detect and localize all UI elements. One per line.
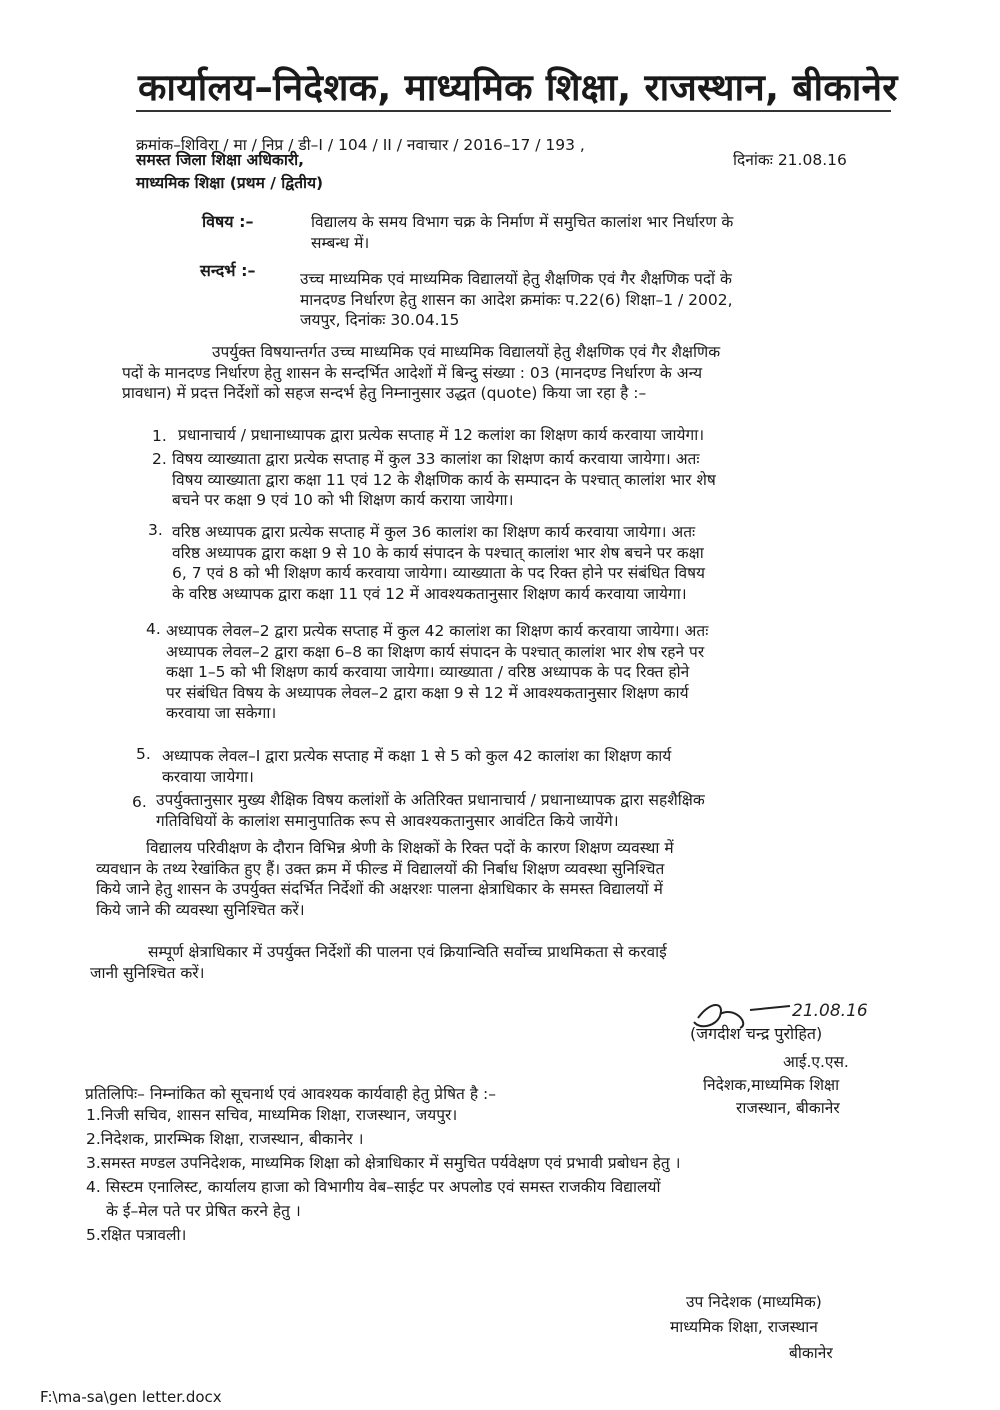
point-line: अध्यापक लेवल–2 द्वारा कक्षा 6–8 का शिक्षण कार्य संपादन के पश्चात् कालांश भार शेष रहने पर — [166, 642, 705, 661]
deputy-office: माध्यमिक शिक्षा, राजस्थान — [670, 1318, 818, 1336]
point-line: प्रधानाचार्य / प्रधानाध्यापक द्वारा प्रत्येक सप्ताह में 12 कलांश का शिक्षण कार्य करवाया जायेगा। — [178, 426, 705, 444]
signatory-designation: निदेशक,माध्यमिक शिक्षा — [703, 1076, 840, 1094]
point-line: अध्यापक लेवल–2 द्वारा प्रत्येक सप्ताह में कुल 42 कालांश का शिक्षण कार्य करवाया जायेगा। अतः — [166, 622, 709, 640]
point-line: करवाया जा सकेगा। — [166, 704, 277, 722]
point-line: विषय व्याख्याता द्वारा कक्षा 11 एवं 12 के शैक्षणिक कार्य के सम्पादन के पश्चात् कालांश भार शेष — [172, 470, 716, 489]
point-line: गतिविधियों के कालांश समानुपातिक रूप से आवश्यकतानुसार आवंटित किये जायेंगे। — [156, 811, 619, 830]
point-line: करवाया जायेगा। — [162, 767, 254, 786]
point-line: बचने पर कक्षा 9 एवं 10 को भी शिक्षण कार्य कराया जायेगा। — [172, 491, 514, 509]
point-line: पर संबंधित विषय के अध्यापक लेवल–2 द्वारा कक्षा 9 से 12 में आवश्यकतानुसार शिक्षण कार्य — [166, 683, 689, 702]
deputy-designation: उप निदेशक (माध्यमिक) — [686, 1293, 822, 1311]
title-underline — [136, 110, 891, 112]
closing-line: व्यवधान के तथ्य रेखांकित हुए हैं। उक्त क्रम में फील्ड में विद्यालयों की निर्बाध शिक्षण व्यवस्था सुनिश्चित — [96, 859, 665, 878]
reference-line: उच्च माध्यमिक एवं माध्यमिक विद्यालयों हेतु शैक्षणिक एवं गैर शैक्षणिक पदों के — [300, 270, 732, 288]
subject-label: विषय :– — [202, 212, 254, 231]
intro-line: पदों के मानदण्ड निर्धारण हेतु शासन के सन्दर्भित आदेशों में बिन्दु संख्या : 03 (मानदण्ड निर्धारण के अन्य — [122, 363, 703, 382]
point-line: वरिष्ठ अध्यापक द्वारा कक्षा 9 से 10 के कार्य संपादन के पश्चात् कालांश भार शेष बचने पर कक्षा — [172, 543, 704, 562]
closing-line: किये जाने की व्यवस्था सुनिश्चित करें। — [96, 900, 305, 919]
intro-paragraph — [122, 342, 720, 404]
copy-to-item: 5.रक्षित पत्रावली। — [86, 1226, 187, 1244]
copy-to-item: 1.निजी सचिव, शासन सचिव, माध्यमिक शिक्षा, राजस्थान, जयपुर। — [86, 1106, 458, 1124]
point-number: 6. — [132, 793, 147, 811]
subject-text — [311, 212, 733, 253]
closing-line: किये जाने हेतु शासन के उपर्युक्त संदर्भित निर्देशों की अक्षरशः पालना क्षेत्राधिकार के समस्त विद्यालयों में — [96, 880, 663, 898]
point-number: 1. — [152, 427, 167, 445]
point-number: 2. — [152, 450, 167, 468]
point-line: कक्षा 1–5 को भी शिक्षण कार्य करवाया जायेगा। व्याख्याता / वरिष्ठ अध्यापक के पद रिक्त होने — [166, 663, 690, 681]
copy-to-heading: प्रतिलिपिः– निम्नांकित को सूचनार्थ एवं आवश्यक कार्यवाही हेतु प्रेषित है :– — [85, 1085, 496, 1103]
signatory-designation: आई.ए.एस. — [783, 1053, 849, 1071]
copy-to-item: के ई–मेल पते पर प्रेषित करने हेतु । — [106, 1202, 301, 1220]
point-5-text — [162, 746, 671, 787]
closing-line: जानी सुनिश्चित करें। — [90, 963, 205, 982]
copy-to-item: 2.निदेशक, प्रारम्भिक शिक्षा, राजस्थान, बीकानेर । — [86, 1130, 364, 1148]
letter-date: दिनांकः 21.08.16 — [733, 151, 847, 169]
subject-line: विद्यालय के समय विभाग चक्र के निर्माण में समुचित कालांश भार निर्धारण के — [311, 213, 734, 231]
point-line: के वरिष्ठ अध्यापक द्वारा कक्षा 11 एवं 12 में आवश्यकतानुसार शिक्षण कार्य करवाया जायेगा। — [172, 584, 687, 603]
addressee-line-1: समस्त जिला शिक्षा अधिकारी, — [136, 151, 305, 169]
intro-line: प्रावधान) में प्रदत्त निर्देशों को सहज सन्दर्भ हेतु निम्नानुसार उद्धत (quote) किया जा रहा है :– — [122, 384, 647, 402]
reference-label: सन्दर्भ :– — [200, 261, 256, 280]
point-line: उपर्युक्तानुसार मुख्य शैक्षिक विषय कलांशों के अतिरिक्त प्रधानाचार्य / प्रधानाध्यापक द्वारा सहशैक्षिक — [156, 791, 705, 809]
closing-paragraph-2 — [90, 942, 667, 983]
copy-to-list — [86, 1103, 680, 1247]
point-line: विषय व्याख्याता द्वारा प्रत्येक सप्ताह में कुल 33 कालांश का शिक्षण कार्य करवाया जायेगा। अतः — [172, 450, 700, 468]
point-line: अध्यापक लेवल–I द्वारा प्रत्येक सप्ताह में कक्षा 1 से 5 को कुल 42 कालांश का शिक्षण कार्य — [162, 747, 672, 765]
closing-line: विद्यालय परिवीक्षण के दौरान विभिन्न श्रेणी के शिक्षकों के रिक्त पदों के कारण शिक्षण व्यवस्था में — [146, 839, 674, 857]
point-number: 4. — [146, 620, 161, 638]
signatory-name: (जगदीश चन्द्र पुरोहित) — [690, 1024, 823, 1043]
copy-to-item: 4. सिस्टम एनालिस्ट, कार्यालय हाजा को विभागीय वेब–साईट पर अपलोड एवं समस्त राजकीय विद्यालयों — [86, 1178, 661, 1196]
office-title: कार्यालय–निदेशक, माध्यमिक शिक्षा, राजस्थान, बीकानेर — [138, 66, 898, 109]
reference-line: मानदण्ड निर्धारण हेतु शासन का आदेश क्रमांकः प.22(6) शिक्षा–1 / 2002, — [300, 290, 733, 309]
point-line: वरिष्ठ अध्यापक द्वारा प्रत्येक सप्ताह में कुल 36 कालांश का शिक्षण कार्य करवाया जायेगा। अतः — [172, 523, 696, 541]
copy-to-item: 3.समस्त मण्डल उपनिदेशक, माध्यमिक शिक्षा को क्षेत्राधिकार में समुचित पर्यवेक्षण एवं प्रभावी प्रबोधन हेतु । — [86, 1154, 681, 1172]
reference-number: क्रमांक–शिविरा / मा / निप्र / डी–I / 104 / II / नवाचार / 2016–17 / 193 , — [136, 136, 585, 154]
file-path: F:\ma-sa\gen letter.docx — [40, 1388, 222, 1406]
closing-line: सम्पूर्ण क्षेत्राधिकार में उपर्युक्त निर्देशों की पालना एवं क्रियान्विति सर्वोच्च प्राथमिकता से करवाई — [148, 943, 667, 961]
addressee-line-2: माध्यमिक शिक्षा (प्रथम / द्वितीय) — [136, 174, 324, 192]
point-4-text — [166, 621, 708, 724]
intro-line: उपर्युक्त विषयान्तर्गत उच्च माध्यमिक एवं माध्यमिक विद्यालयों हेतु शैक्षणिक एवं गैर शैक्षणिक — [212, 343, 721, 361]
signatory-designation: राजस्थान, बीकानेर — [736, 1099, 840, 1117]
deputy-location: बीकानेर — [789, 1344, 833, 1362]
reference-line: जयपुर, दिनांकः 30.04.15 — [300, 311, 460, 329]
point-1-text — [178, 425, 704, 446]
point-2-text — [172, 449, 716, 511]
subject-line: सम्बन्ध में। — [311, 233, 370, 252]
reference-text — [300, 269, 733, 331]
point-6-text — [156, 790, 705, 831]
signature-date: 21.08.16 — [792, 1001, 868, 1021]
point-3-text — [172, 522, 705, 604]
point-number: 5. — [136, 745, 151, 763]
point-line: 6, 7 एवं 8 को भी शिक्षण कार्य करवाया जायेगा। व्याख्याता के पद रिक्त होने पर संबंधित विषय — [172, 564, 706, 582]
closing-paragraph-1 — [96, 838, 674, 920]
point-number: 3. — [148, 521, 163, 539]
